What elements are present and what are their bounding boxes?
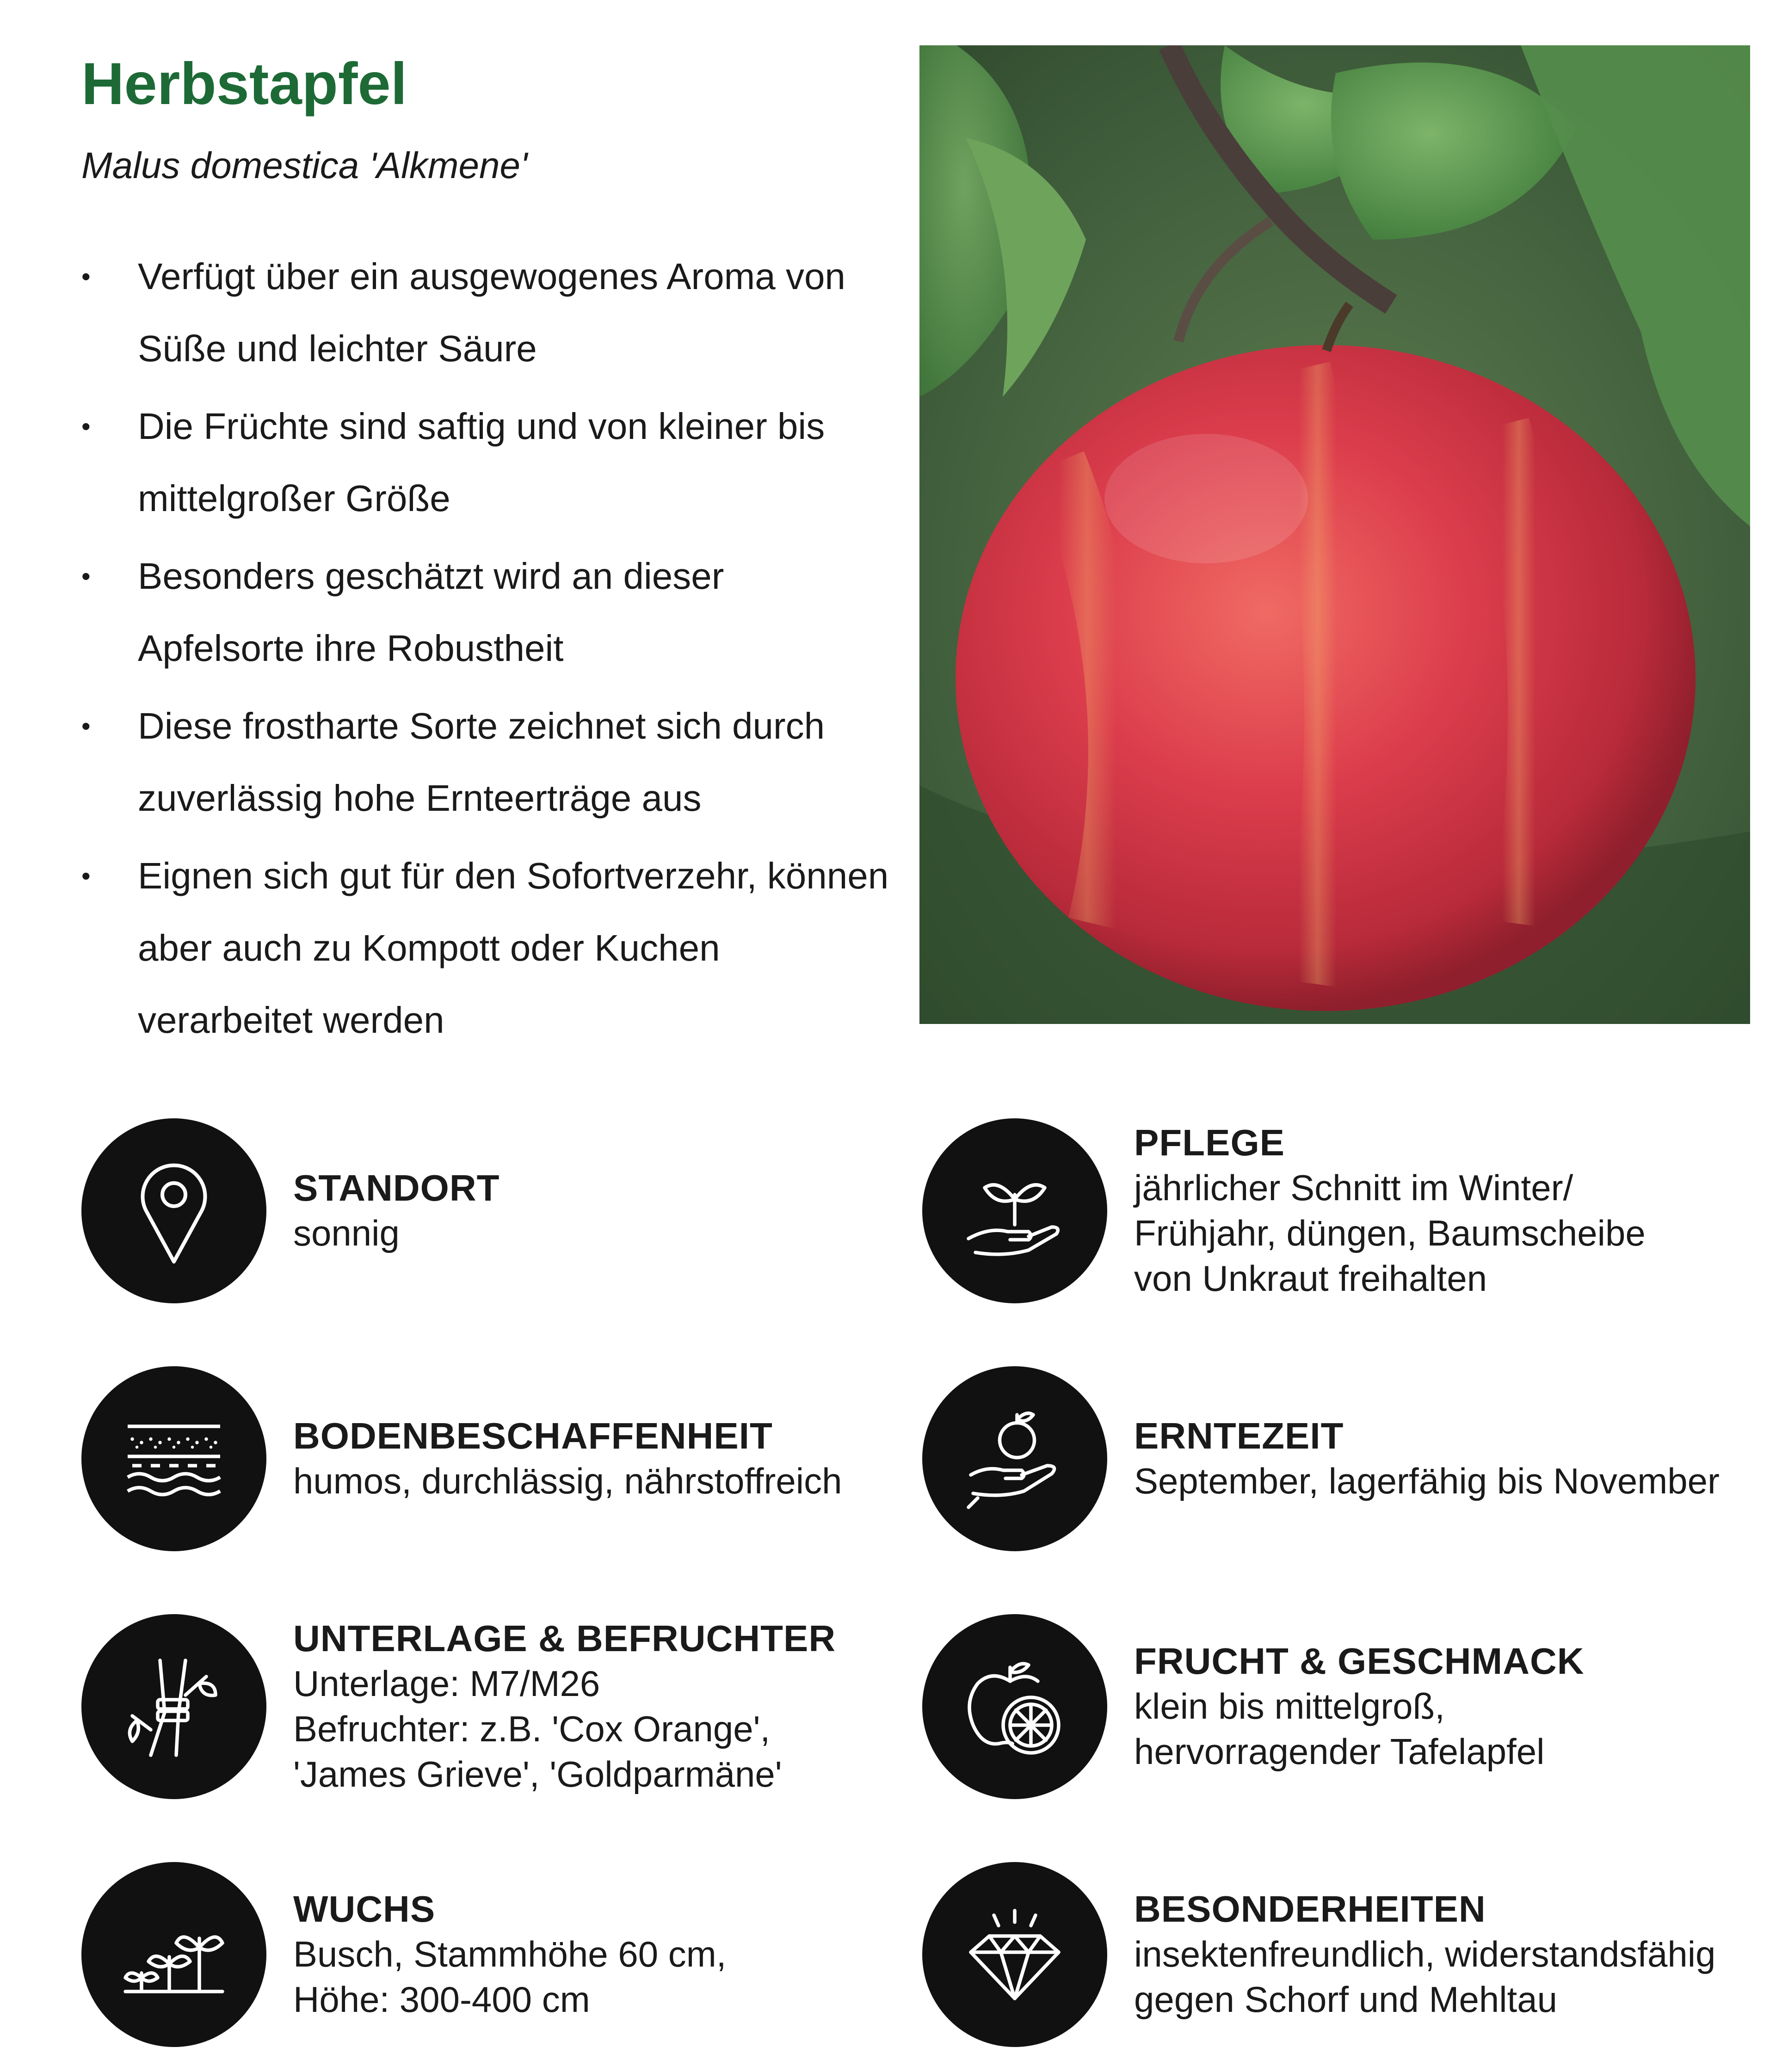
bullet-item: • Die Früchte sind saftig und von kleiner bis mittelgroßer Größe (81, 390, 895, 535)
diamond-icon (922, 1862, 1107, 2047)
feature-heading: STANDORT (293, 1167, 500, 1209)
botanical-name: Malus domestica 'Alkmene' (81, 145, 528, 186)
sprouts-icon (81, 1862, 266, 2047)
feature-bullet-list (81, 240, 895, 1062)
feature-heading: UNTERLAGE & BEFRUCHTER (293, 1618, 836, 1659)
bullet-item: • Besonders geschätzt wird an dieser Apfelsorte ihre Robustheit (81, 540, 895, 684)
soil-layers-icon (81, 1366, 266, 1551)
apple-citrus-icon (922, 1614, 1107, 1799)
feature-text: sonnig (293, 1213, 400, 1253)
feature-text: September, lagerfähig bis November (1134, 1461, 1720, 1501)
bullet-item: • Verfügt über ein ausgewogenes Aroma von Süße und leichter Säure (81, 240, 895, 385)
feature-heading: ERNTEZEIT (1134, 1415, 1344, 1456)
hand-fruit-icon (922, 1366, 1107, 1551)
apple-illustration (919, 45, 1750, 1024)
feature-text: klein bis mittelgroß, hervorragender Tafelapfel (1134, 1686, 1545, 1772)
grafting-icon (81, 1614, 266, 1799)
feature-heading: WUCHS (293, 1888, 436, 1930)
feature-erntezeit (922, 1366, 1773, 1551)
feature-text: jährlicher Schnitt im Winter/ Frühjahr, düngen, Baumscheibe von Unkraut freihalten (1134, 1167, 1646, 1299)
feature-wuchs (81, 1862, 932, 2047)
location-pin-icon (81, 1118, 266, 1303)
feature-heading: BESONDERHEITEN (1134, 1888, 1486, 1930)
feature-besonderheiten (922, 1862, 1773, 2047)
feature-text: Unterlage: M7/M26 Befruchter: z.B. 'Cox Orange', 'James Grieve', 'Goldparmäne' (293, 1663, 782, 1794)
feature-heading: FRUCHT & GESCHMACK (1134, 1640, 1585, 1682)
hand-seedling-icon (922, 1118, 1107, 1303)
feature-text: humos, durchlässig, nährstoffreich (293, 1461, 842, 1501)
feature-bodenbeschaffenheit (81, 1366, 932, 1551)
feature-text: insektenfreundlich, widerstandsfähig gegen Schorf und Mehltau (1134, 1934, 1716, 2020)
apple-photo (919, 45, 1750, 1024)
feature-frucht-geschmack (922, 1614, 1773, 1799)
feature-standort (81, 1118, 932, 1303)
feature-heading: PFLEGE (1134, 1122, 1285, 1163)
bullet-item: • Eignen sich gut für den Sofortverzehr, können aber auch zu Kompott oder Kuchen verarbeitet werden (81, 840, 895, 1056)
feature-text: Busch, Stammhöhe 60 cm, Höhe: 300-400 cm (293, 1934, 727, 2020)
page-title: Herbstapfel (81, 51, 407, 117)
bullet-item: • Diese frostharte Sorte zeichnet sich durch zuverlässig hohe Ernteerträge aus (81, 690, 895, 834)
feature-heading: BODENBESCHAFFENHEIT (293, 1415, 773, 1456)
feature-pflege (922, 1118, 1773, 1303)
feature-unterlage-befruchter (81, 1614, 932, 1799)
